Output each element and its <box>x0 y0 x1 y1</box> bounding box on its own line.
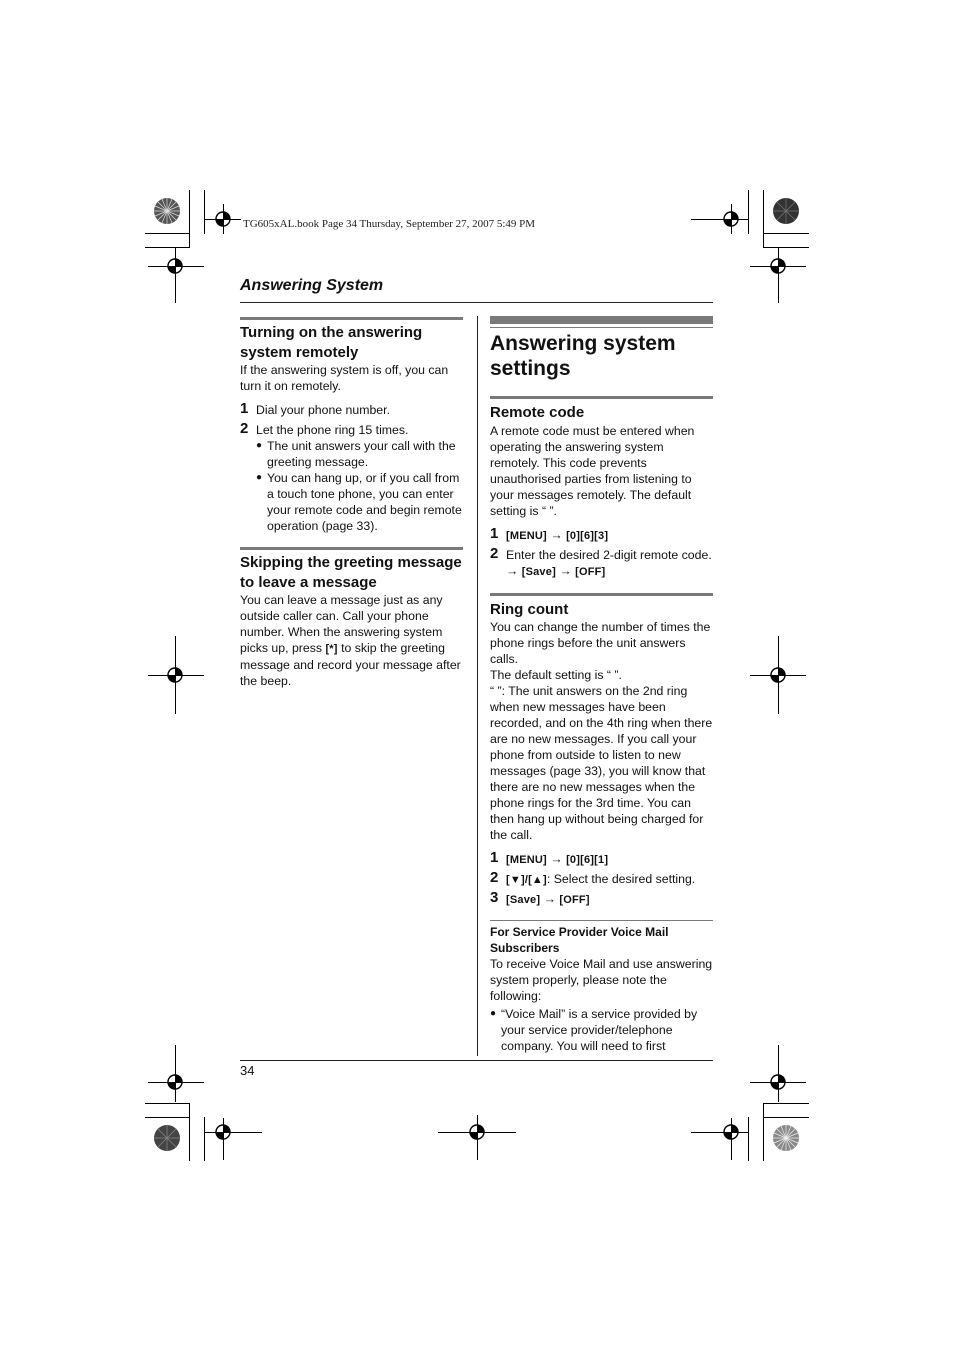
right-column <box>490 316 713 1054</box>
ring-count-step-3: 3 [Save] → [OFF] <box>490 889 590 906</box>
section-heading: Answering System <box>240 277 384 294</box>
remote-code-body: A remote code must be entered when operating the answering system remotely. This code prevents unauthorised parties from listening to your messages remotely. The default setting is “ ”. <box>490 423 695 518</box>
arrow-icon: → <box>550 852 563 866</box>
footer-rule <box>240 1060 713 1061</box>
registration-crosshair-icon <box>165 665 185 685</box>
remote-on-intro: If the answering system is off, you can turn it on remotely. <box>240 363 449 393</box>
left-column <box>240 317 463 689</box>
arrow-icon: → <box>559 563 572 578</box>
remote-on-bullet: ● You can hang up, or if you call from a touch tone phone, you can enter your remote code and begin remote operation (page 33). <box>256 471 462 533</box>
remote-on-bullet: ● The unit answers your call with the greeting message. <box>256 439 456 469</box>
book-file-header: TG605xAL.book Page 34 Thursday, September 27, 2007 5:49 PM <box>243 218 536 230</box>
skip-greeting-title: Skipping the greeting message to leave a message <box>240 554 462 591</box>
registration-crosshair-icon <box>213 209 233 229</box>
ring-count-body-2: The default setting is “ ”. <box>490 668 622 682</box>
page-title: Answering system settings <box>490 332 676 380</box>
voice-mail-bullet: ● “Voice Mail” is a service provided by your service provider/telephone company. You will need to first <box>490 1007 698 1053</box>
voice-mail-body: To receive Voice Mail and use answering system properly, please note the following: <box>490 957 713 1003</box>
title-rule <box>490 316 713 324</box>
voice-mail-title: For Service Provider Voice Mail Subscribers <box>490 925 669 955</box>
ring-count-body-3: “ ”: The unit answers on the 2nd ring when new messages have been recorded, and on the 4th ring when there are no new messages. If you call your phone from outside to listen to new messages (page 33), you will know that there are no new messages when the phone rings for the 3rd time. You can then hang up without being charged for the call. <box>490 684 713 842</box>
arrow-icon: → <box>543 892 556 906</box>
remote-code-step-1: 1 [MENU] → [0][6][3] <box>490 524 609 542</box>
registration-crosshair-icon <box>467 1122 487 1142</box>
ring-count-body-1: You can change the number of times the phone rings before the unit answers calls. <box>490 620 711 666</box>
remote-code-title: Remote code <box>490 404 585 421</box>
sunburst-target-icon <box>772 1124 800 1152</box>
star-key: [*] <box>325 643 338 655</box>
sunburst-target-icon <box>153 1124 181 1152</box>
skip-greeting-body: You can leave a message just as any outside caller can. Call your phone number. When the answering system picks up, press [*] to skip the greeting message and record your message after the beep. <box>240 593 461 688</box>
registration-crosshair-icon <box>768 1072 788 1092</box>
registration-crosshair-icon <box>721 1122 741 1142</box>
bullet-icon: ● <box>490 1008 497 1019</box>
arrow-icon: → <box>506 563 519 578</box>
registration-crosshair-icon <box>213 1122 233 1142</box>
arrow-icon: → <box>550 527 563 542</box>
registration-crosshair-icon <box>165 256 185 276</box>
sunburst-target-icon <box>772 197 800 225</box>
remote-on-step-2: 2 Let the phone ring 15 times. <box>240 420 409 437</box>
remote-on-title: Turning on the answering system remotely <box>240 324 423 361</box>
registration-crosshair-icon <box>768 256 788 276</box>
page-number: 34 <box>240 1063 255 1078</box>
registration-crosshair-icon <box>165 1072 185 1092</box>
header-rule <box>240 302 713 303</box>
ring-count-step-1: 1 [MENU] → [0][6][1] <box>490 849 609 866</box>
remote-on-step-1: 1 Dial your phone number. <box>240 400 390 417</box>
bullet-icon: ● <box>256 440 263 451</box>
bullet-icon: ● <box>256 472 263 483</box>
ring-count-title: Ring count <box>490 600 569 618</box>
registration-crosshair-icon <box>768 665 788 685</box>
sunburst-target-icon <box>153 197 181 225</box>
registration-crosshair-icon <box>721 209 741 229</box>
column-divider <box>477 316 478 1056</box>
ring-count-step-2: 2 [▼]/[▲]: Select the desired setting. <box>490 869 696 886</box>
remote-code-step-2: 2 Enter the desired 2-digit remote code. → [Save] → [OFF] <box>490 544 712 578</box>
